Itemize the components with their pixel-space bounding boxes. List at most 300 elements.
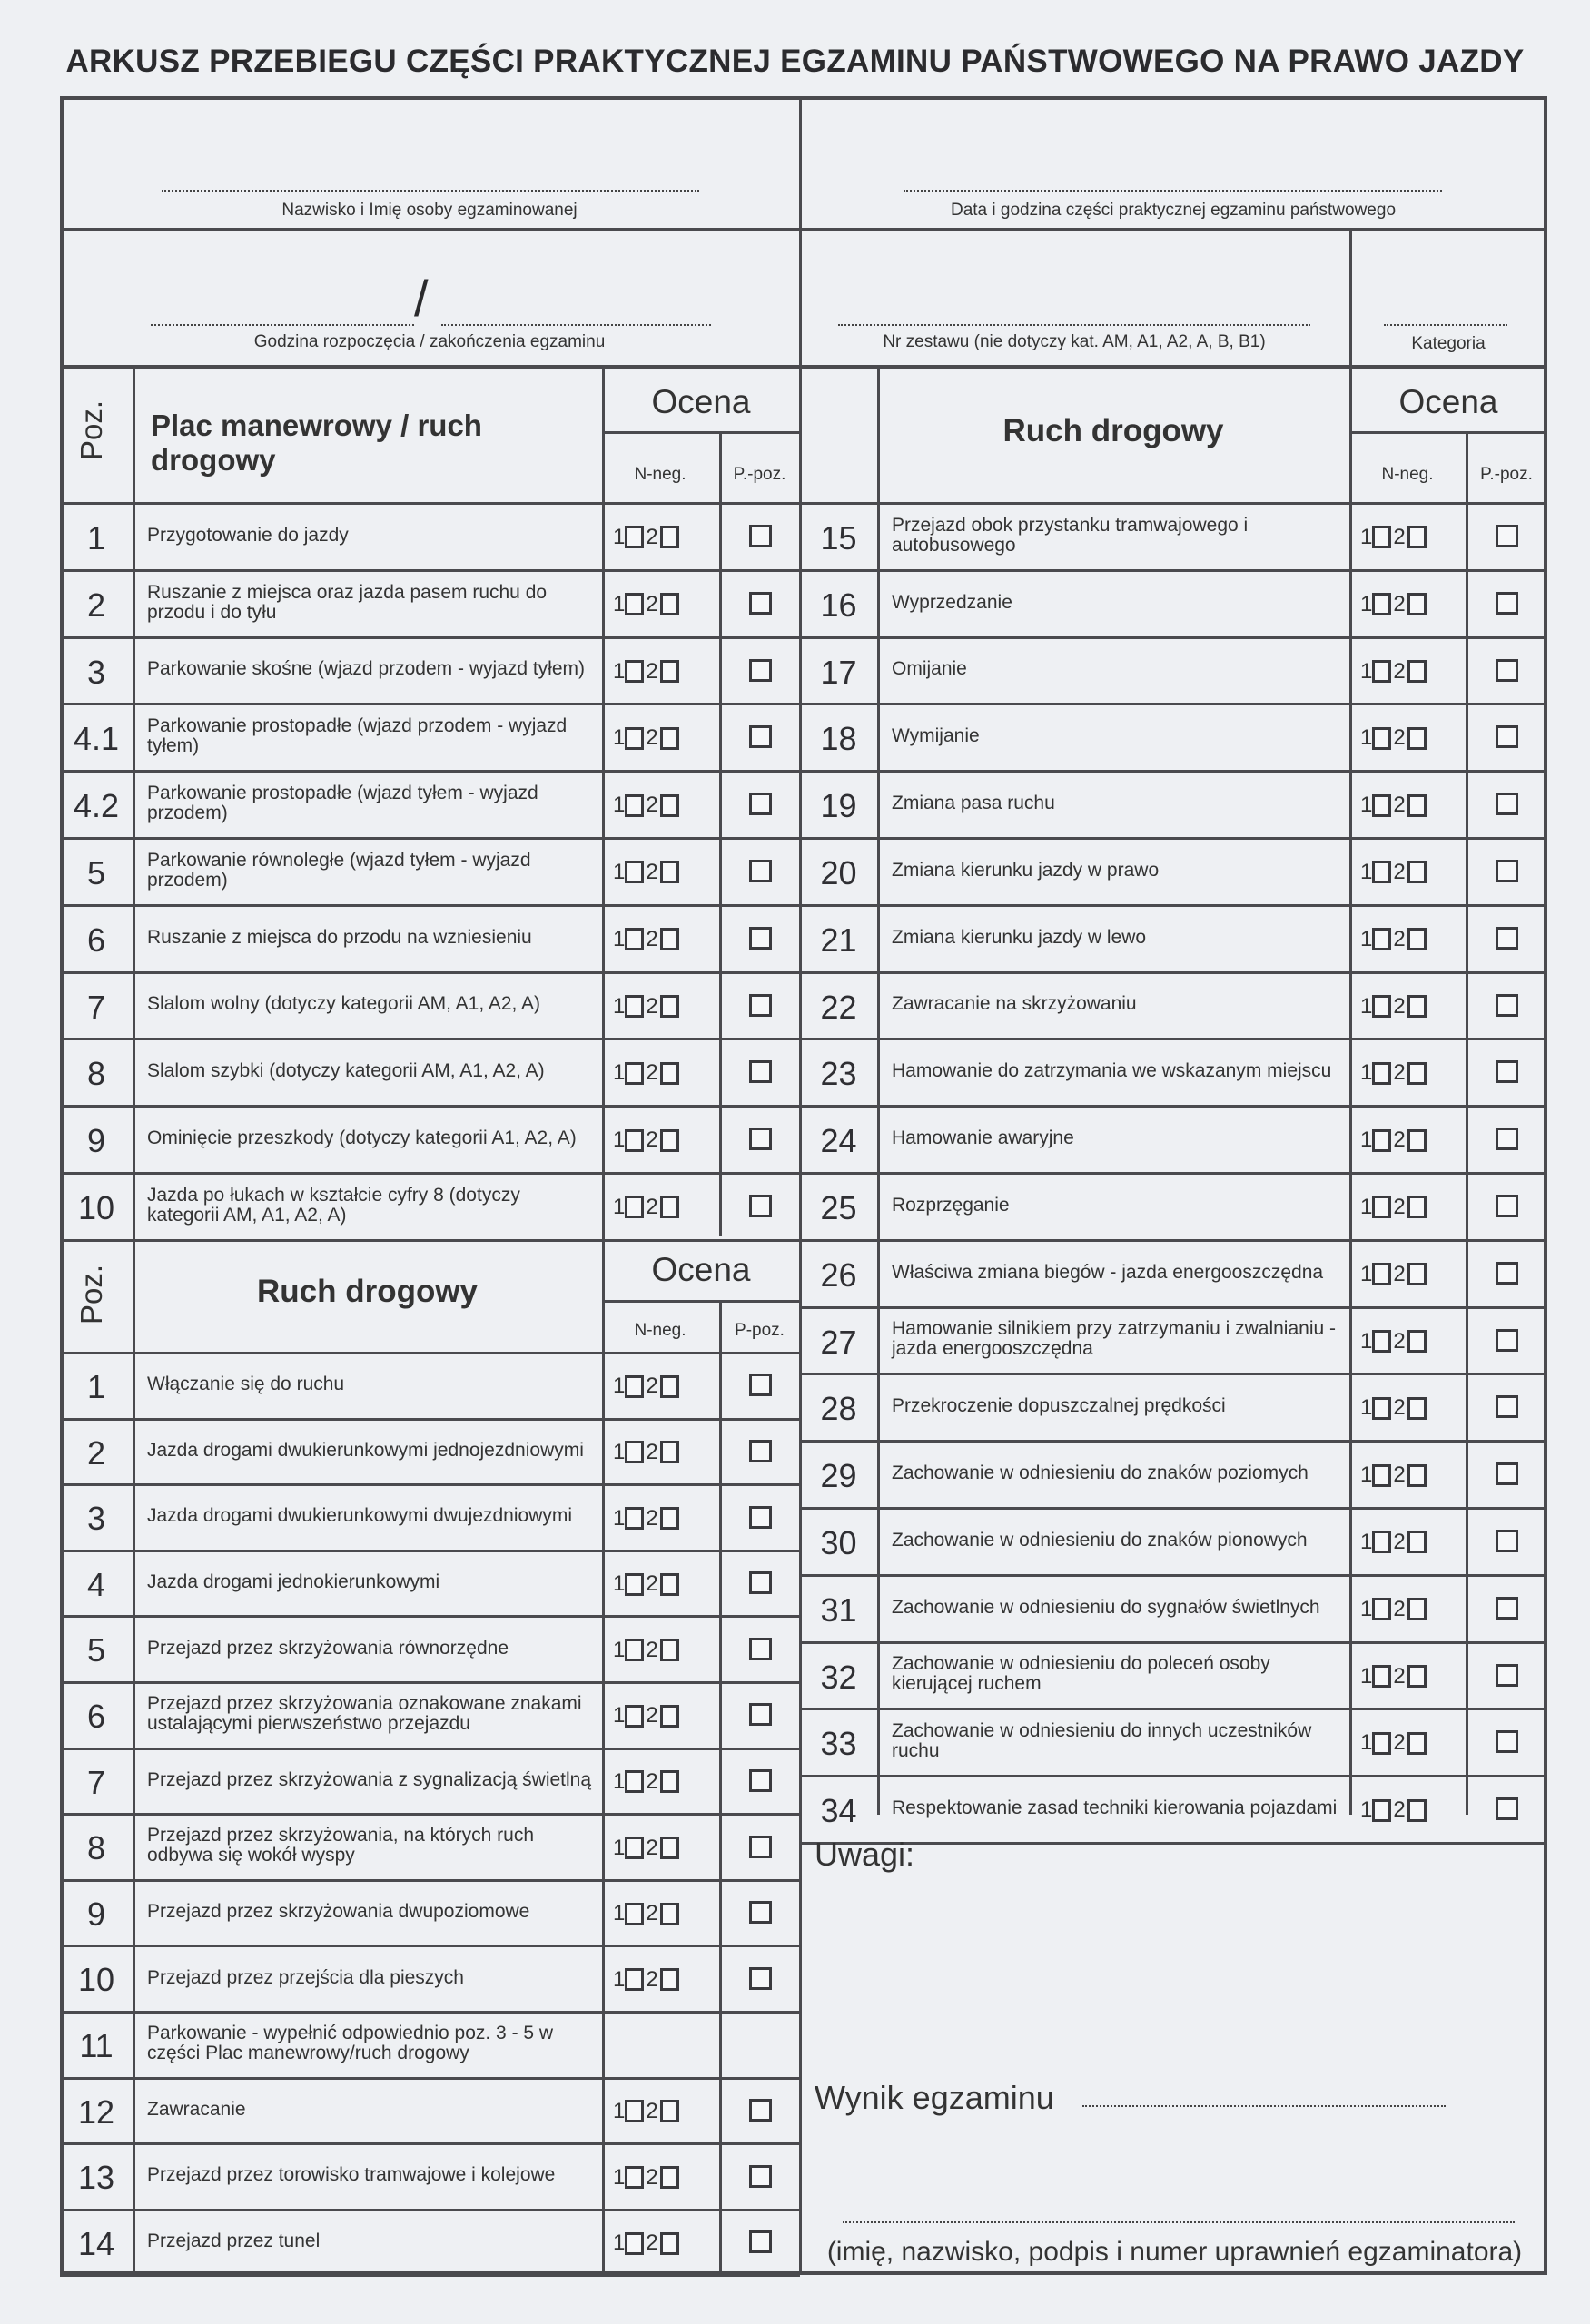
p-poz-checkbox[interactable]	[749, 927, 772, 954]
p-poz-checkbox[interactable]	[1496, 860, 1518, 887]
checkbox-2[interactable]	[1407, 794, 1427, 817]
start-time-field[interactable]	[151, 324, 414, 326]
p-poz-checkbox[interactable]	[749, 525, 772, 552]
check-1-label: 1	[613, 859, 626, 884]
p-poz-checkbox[interactable]	[749, 1195, 772, 1222]
ppoz-header-ruch: P-poz.	[735, 1321, 785, 1340]
check-2-label: 2	[1393, 859, 1406, 884]
item-label: Parkowanie skośne (wjazd przodem - wyjazd tyłem)	[147, 658, 586, 680]
checkbox-2[interactable]	[1407, 660, 1427, 683]
p-poz-checkbox[interactable]	[1496, 927, 1518, 954]
p-poz-checkbox[interactable]	[749, 1128, 772, 1155]
rating-n-neg	[613, 1368, 679, 1404]
check-2-label: 2	[646, 1637, 658, 1662]
item-label: Zmiana kierunku jazdy w lewo	[892, 926, 1147, 948]
item-label: Jazda drogami jednokierunkowymi	[147, 1571, 440, 1593]
checkbox-2[interactable]	[1407, 1263, 1427, 1285]
checkbox-1[interactable]	[625, 1903, 644, 1925]
col-line	[877, 365, 880, 1815]
checkbox-1[interactable]	[1372, 995, 1391, 1018]
item-label: Wyprzedzanie	[892, 591, 1012, 613]
checkbox-2[interactable]	[660, 928, 679, 950]
checkbox-2[interactable]	[660, 1968, 679, 1991]
checkbox-2[interactable]	[660, 1639, 679, 1661]
checkbox-1[interactable]	[1372, 1531, 1391, 1553]
checkbox-2[interactable]	[1407, 727, 1427, 750]
checkbox-2[interactable]	[1407, 995, 1427, 1018]
check-1-label: 1	[1360, 1730, 1373, 1756]
rating-n-neg	[613, 1055, 679, 1091]
nneg-header-plac: N-neg.	[634, 465, 686, 484]
remarks-label: Uwagi:	[815, 1836, 915, 1873]
check-2-label: 2	[646, 1768, 658, 1794]
p-poz-checkbox[interactable]	[1496, 1530, 1518, 1557]
checkbox-2[interactable]	[660, 1129, 679, 1152]
p-poz-checkbox[interactable]	[1496, 1462, 1518, 1490]
section-ruch-left-title: Ruch drogowy	[256, 1274, 479, 1309]
item-number: 20	[820, 854, 857, 891]
checkbox-1[interactable]	[1372, 861, 1391, 883]
rating-n-neg	[613, 1962, 679, 1998]
p-poz-checkbox[interactable]	[749, 592, 772, 619]
checkbox-2[interactable]	[660, 727, 679, 750]
checkbox-1[interactable]	[625, 1062, 644, 1085]
checkbox-2[interactable]	[660, 861, 679, 883]
checkbox-1[interactable]	[625, 794, 644, 817]
p-poz-checkbox[interactable]	[749, 2230, 772, 2258]
rating-n-neg	[1360, 519, 1427, 556]
p-poz-checkbox[interactable]	[749, 1440, 772, 1467]
checkbox-2[interactable]	[1407, 526, 1427, 548]
checkbox-2[interactable]	[660, 2232, 679, 2255]
check-2-label: 2	[1393, 1060, 1406, 1086]
check-1-label: 1	[613, 1128, 626, 1153]
item-number: 10	[77, 1189, 115, 1226]
checkbox-1[interactable]	[625, 1441, 644, 1463]
rating-n-neg	[1360, 921, 1427, 958]
date-caption: Data i godzina części praktycznej egzaminu państwowego	[950, 201, 1397, 220]
p-poz-checkbox[interactable]	[749, 1901, 772, 1928]
checkbox-2[interactable]	[660, 1507, 679, 1530]
p-poz-checkbox[interactable]	[749, 793, 772, 820]
rating-n-neg	[1360, 1256, 1427, 1293]
check-1-label: 1	[613, 926, 626, 951]
checkbox-2[interactable]	[660, 593, 679, 615]
checkbox-1[interactable]	[1372, 727, 1391, 750]
checkbox-2[interactable]	[660, 1441, 679, 1463]
checkbox-2[interactable]	[1407, 1129, 1427, 1152]
check-1-label: 1	[613, 658, 626, 684]
p-poz-checkbox[interactable]	[1496, 659, 1518, 686]
rating-n-neg	[613, 2225, 679, 2261]
row-line	[60, 1239, 800, 1242]
check-1-label: 1	[1360, 1529, 1373, 1554]
checkbox-1[interactable]	[625, 593, 644, 615]
checkbox-2[interactable]	[660, 1903, 679, 1925]
checkbox-2[interactable]	[660, 660, 679, 683]
checkbox-2[interactable]	[1407, 928, 1427, 950]
checkbox-2[interactable]	[1407, 1598, 1427, 1620]
check-2-label: 2	[1393, 926, 1406, 951]
checkbox-1[interactable]	[1372, 1062, 1391, 1085]
item-number: 27	[820, 1323, 857, 1361]
item-label: Jazda drogami dwukierunkowymi dwujezdniowymi	[147, 1505, 573, 1527]
checkbox-2[interactable]	[660, 1770, 679, 1793]
set-number-field[interactable]	[838, 324, 1310, 326]
checkbox-1[interactable]	[1372, 1799, 1391, 1822]
check-1-label: 1	[1360, 993, 1373, 1019]
checkbox-2[interactable]	[1407, 1062, 1427, 1085]
result-label: Wynik egzaminu	[815, 2079, 1054, 2116]
checkbox-2[interactable]	[660, 1196, 679, 1218]
item-label: Ruszanie z miejsca do przodu na wzniesieniu	[147, 926, 532, 948]
rating-n-neg	[613, 1764, 679, 1800]
item-label: Przejazd przez skrzyżowania, na których ruch odbywa się wokół wyspy	[147, 1825, 534, 1866]
check-1-label: 1	[1360, 1797, 1373, 1823]
p-poz-checkbox[interactable]	[1496, 525, 1518, 552]
p-poz-checkbox[interactable]	[749, 2165, 772, 2192]
item-number: 3	[86, 1500, 106, 1538]
form-title: ARKUSZ PRZEBIEGU CZĘŚCI PRAKTYCZNEJ EGZAMINU PAŃSTWOWEGO NA PRAWO JAZDY	[65, 44, 1525, 79]
item-number: 5	[86, 1631, 106, 1669]
row-line	[60, 2274, 800, 2277]
p-poz-checkbox[interactable]	[749, 1506, 772, 1533]
p-poz-checkbox[interactable]	[1496, 1060, 1518, 1088]
checkbox-2[interactable]	[660, 995, 679, 1018]
check-1-label: 1	[613, 1505, 626, 1531]
checkbox-1[interactable]	[625, 1837, 644, 1859]
checkbox-1[interactable]	[1372, 526, 1391, 548]
checkbox-2[interactable]	[1407, 1464, 1427, 1487]
check-2-label: 2	[1393, 524, 1406, 549]
item-label: Przejazd przez tunel	[147, 2230, 321, 2252]
item-number: 2	[86, 586, 106, 624]
check-2-label: 2	[1393, 1194, 1406, 1219]
checkbox-1[interactable]	[1372, 593, 1391, 615]
check-1-label: 1	[1360, 1328, 1373, 1354]
check-2-label: 2	[646, 524, 658, 549]
checkbox-1[interactable]	[625, 2166, 644, 2189]
checkbox-2[interactable]	[660, 526, 679, 548]
check-1-label: 1	[1360, 658, 1373, 684]
item-number: 9	[86, 1122, 106, 1160]
check-1-label: 1	[1360, 1128, 1373, 1153]
item-number: 6	[86, 1698, 106, 1735]
item-number: 23	[820, 1055, 857, 1093]
checkbox-1[interactable]	[625, 928, 644, 950]
checkbox-1[interactable]	[625, 861, 644, 883]
p-poz-checkbox[interactable]	[749, 860, 772, 887]
check-2-label: 2	[646, 1703, 658, 1728]
p-poz-checkbox[interactable]	[1496, 1195, 1518, 1222]
checkbox-1[interactable]	[1372, 928, 1391, 950]
remarks-area[interactable]	[802, 1879, 1545, 2024]
rating-n-neg	[613, 2093, 679, 2130]
checkbox-2[interactable]	[1407, 1397, 1427, 1420]
checkbox-1[interactable]	[625, 1770, 644, 1793]
rating-n-neg	[1360, 787, 1427, 823]
checkbox-2[interactable]	[1407, 593, 1427, 615]
rating-n-neg	[613, 519, 679, 556]
end-time-field[interactable]	[441, 324, 711, 326]
item-label: Ruszanie z miejsca oraz jazda pasem ruchu do przodu i do tyłu	[147, 581, 548, 623]
item-label: Włączanie się do ruchu	[147, 1374, 345, 1395]
p-poz-checkbox[interactable]	[1496, 1395, 1518, 1423]
p-poz-checkbox[interactable]	[749, 1374, 772, 1401]
item-label: Rozprzęganie	[892, 1194, 1010, 1216]
check-2-label: 2	[1393, 591, 1406, 616]
check-1-label: 1	[613, 1194, 626, 1219]
ocena-header-right: Ocena	[1398, 383, 1498, 420]
section-ruch-right-title: Ruch drogowy	[1002, 413, 1224, 448]
item-number: 34	[820, 1792, 857, 1830]
examiner-signature-field[interactable]	[843, 2221, 1515, 2223]
checkbox-1[interactable]	[625, 727, 644, 750]
p-poz-checkbox[interactable]	[749, 2099, 772, 2126]
check-2-label: 2	[646, 2098, 658, 2123]
item-number: 30	[820, 1524, 857, 1561]
p-poz-checkbox[interactable]	[1496, 725, 1518, 753]
item-number: 15	[820, 519, 857, 556]
p-poz-checkbox[interactable]	[749, 1703, 772, 1730]
check-2-label: 2	[1393, 658, 1406, 684]
checkbox-1[interactable]	[1372, 1196, 1391, 1218]
checkbox-2[interactable]	[1407, 1665, 1427, 1688]
checkbox-1[interactable]	[1372, 1665, 1391, 1688]
p-poz-checkbox[interactable]	[749, 1769, 772, 1797]
row-line	[602, 431, 800, 434]
check-2-label: 2	[646, 793, 658, 818]
check-1-label: 1	[1360, 1194, 1373, 1219]
name-field[interactable]	[162, 190, 699, 192]
p-poz-checkbox[interactable]	[1496, 592, 1518, 619]
rating-n-neg	[613, 989, 679, 1025]
checkbox-2[interactable]	[1407, 861, 1427, 883]
checkbox-1[interactable]	[625, 1705, 644, 1728]
item-number: 4.1	[73, 720, 120, 758]
checkbox-1[interactable]	[625, 995, 644, 1018]
p-poz-checkbox[interactable]	[1496, 1329, 1518, 1356]
item-label: Ominięcie przeszkody (dotyczy kategorii A1, A2, A)	[147, 1128, 577, 1149]
p-poz-checkbox[interactable]	[1496, 1730, 1518, 1758]
check-2-label: 2	[646, 725, 658, 751]
p-poz-checkbox[interactable]	[749, 1571, 772, 1599]
checkbox-1[interactable]	[625, 1968, 644, 1991]
p-poz-checkbox[interactable]	[749, 1836, 772, 1863]
item-label: Omijanie	[892, 658, 967, 680]
checkbox-2[interactable]	[660, 1062, 679, 1085]
checkbox-1[interactable]	[1372, 1598, 1391, 1620]
p-poz-checkbox[interactable]	[749, 994, 772, 1021]
rating-n-neg	[613, 1434, 679, 1471]
checkbox-1[interactable]	[625, 526, 644, 548]
p-poz-checkbox[interactable]	[1496, 1797, 1518, 1825]
examiner-caption: (imię, nazwisko, podpis i numer uprawnień egzaminatora)	[826, 2237, 1523, 2267]
item-label: Zawracanie na skrzyżowaniu	[892, 993, 1137, 1015]
checkbox-2[interactable]	[1407, 1196, 1427, 1218]
check-2-label: 2	[646, 1128, 658, 1153]
check-2-label: 2	[1393, 793, 1406, 818]
poz-header-ruch: Poz.	[74, 1264, 108, 1325]
rating-n-neg	[613, 2160, 679, 2196]
check-1-label: 1	[1360, 1596, 1373, 1621]
p-poz-checkbox[interactable]	[1496, 994, 1518, 1021]
checkbox-2[interactable]	[660, 2100, 679, 2122]
p-poz-checkbox[interactable]	[749, 725, 772, 753]
checkbox-2[interactable]	[660, 1573, 679, 1596]
rating-n-neg	[613, 787, 679, 823]
rating-n-neg	[1360, 1792, 1427, 1828]
check-1-label: 1	[1360, 1395, 1373, 1421]
item-number: 4.2	[73, 787, 120, 825]
checkbox-2[interactable]	[1407, 1799, 1427, 1822]
checkbox-1[interactable]	[625, 2232, 644, 2255]
p-poz-checkbox[interactable]	[749, 1638, 772, 1665]
item-label: Zawracanie	[147, 2098, 246, 2120]
item-label: Przejazd przez torowisko tramwajowe i kolejowe	[147, 2164, 556, 2186]
rating-n-neg	[1360, 989, 1427, 1025]
item-label: Przejazd przez przejścia dla pieszych	[147, 1966, 464, 1988]
p-poz-checkbox[interactable]	[1496, 1597, 1518, 1624]
rating-n-neg	[1360, 1659, 1427, 1695]
checkbox-1[interactable]	[625, 1507, 644, 1530]
item-label: Przejazd przez skrzyżowania równorzędne	[147, 1637, 509, 1659]
rating-n-neg	[1360, 586, 1427, 623]
rating-n-neg	[613, 720, 679, 756]
row-line	[1349, 431, 1547, 434]
item-number: 12	[77, 2093, 115, 2131]
item-label: Hamowanie awaryjne	[892, 1128, 1074, 1149]
name-caption: Nazwisko i Imię osoby egzaminowanej	[281, 201, 578, 220]
p-poz-checkbox[interactable]	[1496, 1262, 1518, 1289]
checkbox-1[interactable]	[625, 2100, 644, 2122]
ocena-header-plac: Ocena	[651, 383, 751, 420]
rating-n-neg	[613, 654, 679, 690]
item-number: 3	[86, 653, 106, 691]
p-poz-checkbox[interactable]	[749, 1967, 772, 1994]
check-1-label: 1	[613, 524, 626, 549]
checkbox-2[interactable]	[1407, 1732, 1427, 1755]
rating-n-neg	[613, 1122, 679, 1158]
item-number: 22	[820, 988, 857, 1026]
p-poz-checkbox[interactable]	[1496, 1128, 1518, 1155]
category-field[interactable]	[1384, 324, 1507, 326]
checkbox-1[interactable]	[1372, 1263, 1391, 1285]
item-number: 6	[86, 921, 106, 959]
checkbox-1[interactable]	[1372, 1330, 1391, 1353]
checkbox-1[interactable]	[1372, 1397, 1391, 1420]
checkbox-2[interactable]	[660, 1375, 679, 1398]
check-1-label: 1	[1360, 1261, 1373, 1286]
checkbox-2[interactable]	[660, 1837, 679, 1859]
check-2-label: 2	[1393, 1328, 1406, 1354]
checkbox-1[interactable]	[1372, 1732, 1391, 1755]
item-label: Slalom szybki (dotyczy kategorii AM, A1, A2, A)	[147, 1060, 545, 1082]
item-number: 14	[77, 2224, 115, 2262]
checkbox-1[interactable]	[1372, 660, 1391, 683]
checkbox-2[interactable]	[660, 1705, 679, 1728]
checkbox-1[interactable]	[625, 660, 644, 683]
col-line	[719, 431, 722, 1236]
item-number: 11	[79, 2027, 114, 2064]
checkbox-1[interactable]	[1372, 1129, 1391, 1152]
rating-n-neg	[613, 586, 679, 623]
ppoz-header-right: P.-poz.	[1480, 465, 1533, 484]
category-caption: Kategoria	[1411, 334, 1486, 353]
item-number: 8	[86, 1829, 106, 1867]
item-number: 19	[820, 787, 857, 825]
p-poz-checkbox[interactable]	[749, 1060, 772, 1088]
item-label: Zachowanie w odniesieniu do innych uczestników ruchu	[892, 1720, 1312, 1762]
rating-n-neg	[1360, 1122, 1427, 1158]
item-label: Parkowanie prostopadłe (wjazd przodem - wyjazd tyłem)	[147, 715, 568, 757]
table-top-line	[60, 365, 1547, 369]
poz-header-plac: Poz.	[74, 399, 108, 461]
item-number: 1	[86, 1368, 106, 1405]
nneg-header-ruch: N-neg.	[634, 1321, 686, 1340]
item-label: Parkowanie - wypełnić odpowiednio poz. 3 - 5 w części Plac manewrowy/ruch drogowy	[147, 2023, 554, 2064]
nneg-header-right: N-neg.	[1381, 465, 1434, 484]
check-2-label: 2	[1393, 1128, 1406, 1153]
p-poz-checkbox[interactable]	[749, 659, 772, 686]
checkbox-1[interactable]	[625, 1129, 644, 1152]
rating-n-neg	[613, 1896, 679, 1932]
check-1-label: 1	[1360, 1462, 1373, 1488]
checkbox-2[interactable]	[1407, 1531, 1427, 1553]
item-number: 4	[86, 1565, 106, 1603]
rating-n-neg	[613, 1501, 679, 1537]
item-number: 7	[86, 988, 106, 1026]
check-1-label: 1	[613, 1637, 626, 1662]
checkbox-2[interactable]	[660, 794, 679, 817]
date-field[interactable]	[904, 190, 1442, 192]
check-1-label: 1	[613, 1374, 626, 1399]
checkbox-2[interactable]	[660, 2166, 679, 2189]
checkbox-1[interactable]	[1372, 1464, 1391, 1487]
check-2-label: 2	[1393, 1596, 1406, 1621]
p-poz-checkbox[interactable]	[1496, 793, 1518, 820]
check-2-label: 2	[646, 658, 658, 684]
item-label: Przejazd przez skrzyżowania oznakowane znakami ustalającymi pierwszeństwo przejazdu	[147, 1693, 582, 1735]
item-number: 5	[86, 854, 106, 891]
checkbox-1[interactable]	[625, 1196, 644, 1218]
checkbox-1[interactable]	[625, 1573, 644, 1596]
checkbox-1[interactable]	[625, 1639, 644, 1661]
check-1-label: 1	[613, 993, 626, 1019]
checkbox-1[interactable]	[625, 1375, 644, 1398]
check-2-label: 2	[646, 1505, 658, 1531]
item-label: Przejazd przez skrzyżowania z sygnalizacją świetlną	[147, 1768, 592, 1790]
checkbox-2[interactable]	[1407, 1330, 1427, 1353]
ppoz-header-plac: P.-poz.	[733, 465, 786, 484]
p-poz-checkbox[interactable]	[1496, 1664, 1518, 1691]
check-1-label: 1	[613, 591, 626, 616]
result-field[interactable]	[1082, 2105, 1446, 2107]
item-number: 16	[820, 586, 857, 624]
item-number: 1	[86, 519, 106, 556]
check-1-label: 1	[613, 1966, 626, 1992]
rating-n-neg	[613, 921, 679, 958]
check-2-label: 2	[646, 591, 658, 616]
col-line	[1466, 431, 1468, 1815]
col-line	[133, 1236, 135, 2275]
item-number: 29	[820, 1457, 857, 1495]
check-2-label: 2	[1393, 725, 1406, 751]
checkbox-1[interactable]	[1372, 794, 1391, 817]
item-label: Zachowanie w odniesieniu do znaków pionowych	[892, 1529, 1308, 1551]
check-2-label: 2	[646, 1374, 658, 1399]
rating-n-neg	[1360, 720, 1427, 756]
